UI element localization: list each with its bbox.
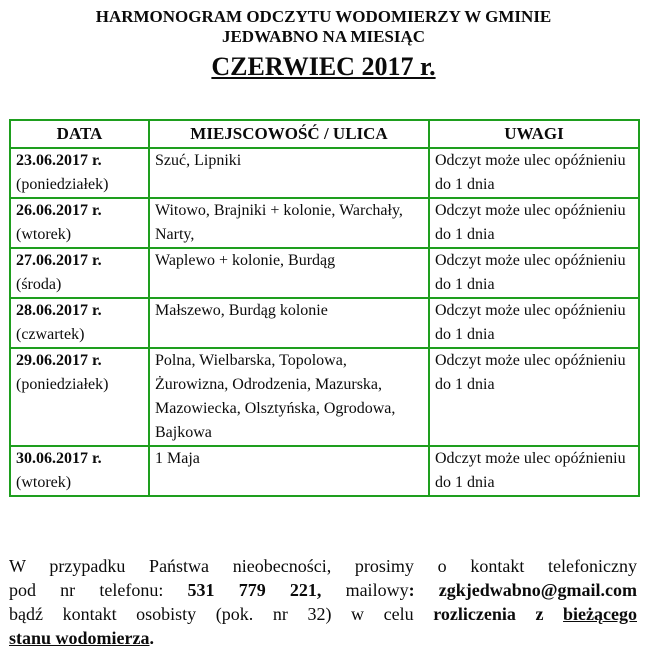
row-date-cell — [10, 198, 149, 248]
column-header-data: DATA — [10, 120, 149, 148]
row-date-cell — [10, 348, 149, 446]
document-page — [0, 7, 647, 650]
text-segment: W przypadku Państwa nieobecności, prosimy o kontakt telefoniczny — [9, 556, 637, 576]
schedule-table-body — [10, 148, 639, 496]
row-places-cell: Szuć, Lipniki — [149, 148, 429, 198]
text-segment: mailowy — [321, 580, 409, 600]
row-date-cell — [10, 148, 149, 198]
row-date: 30.06.2017 r. — [16, 450, 102, 467]
row-date: 27.06.2017 r. — [16, 252, 102, 269]
table-row — [10, 446, 639, 496]
footer-paragraph — [9, 554, 637, 650]
text-segment: zgkjedwabno@gmail.com — [438, 580, 638, 600]
row-places-cell: Polna, Wielbarska, Topolowa, Żurowizna, Odrodzenia, Mazurska, Mazowiecka, Olsztyńska, Ogrodowa, Bajkowa — [149, 348, 429, 446]
schedule-table — [9, 119, 640, 497]
row-places-cell: 1 Maja — [149, 446, 429, 496]
row-day: (poniedziałek) — [16, 176, 109, 193]
row-places-cell: Waplewo + kolonie, Burdąg — [149, 248, 429, 298]
text-segment: pod nr telefonu: — [9, 580, 188, 600]
table-row — [10, 298, 639, 348]
footer-line — [9, 554, 637, 578]
text-segment: rozliczenia z — [433, 604, 564, 624]
text-segment: : — [408, 580, 439, 600]
row-date-cell — [10, 446, 149, 496]
row-note-cell: Odczyt może ulec opóźnieniu do 1 dnia — [429, 248, 639, 298]
table-row — [10, 198, 639, 248]
table-row — [10, 248, 639, 298]
row-date: 29.06.2017 r. — [16, 352, 102, 369]
row-note-cell: Odczyt może ulec opóźnieniu do 1 dnia — [429, 198, 639, 248]
row-places-cell: Małszewo, Burdąg kolonie — [149, 298, 429, 348]
row-day: (czwartek) — [16, 326, 85, 343]
row-places-cell: Witowo, Brajniki + kolonie, Warchały, Narty, — [149, 198, 429, 248]
table-header-row — [10, 120, 639, 148]
document-header — [0, 7, 647, 81]
text-segment: bieżącego — [563, 604, 638, 624]
row-date: 23.06.2017 r. — [16, 152, 102, 169]
text-segment: bądź kontakt osobisty (pok. nr 32) w celu — [9, 604, 434, 624]
row-date-cell — [10, 248, 149, 298]
footer-line — [9, 626, 637, 650]
text-segment: . — [149, 628, 154, 648]
column-header-uwagi: UWAGI — [429, 120, 639, 148]
text-segment: stanu wodomierza — [9, 628, 150, 648]
row-note-cell: Odczyt może ulec opóźnieniu do 1 dnia — [429, 148, 639, 198]
row-day: (wtorek) — [16, 474, 72, 491]
row-date: 26.06.2017 r. — [16, 202, 102, 219]
column-header-miejscowosc: MIEJSCOWOŚĆ / ULICA — [149, 120, 429, 148]
page-title-month: CZERWIEC 2017 r. — [211, 52, 436, 81]
footer-line — [9, 602, 637, 626]
row-note-cell: Odczyt może ulec opóźnieniu do 1 dnia — [429, 298, 639, 348]
text-segment: 531 779 221, — [187, 580, 322, 600]
row-date: 28.06.2017 r. — [16, 302, 102, 319]
footer-line — [9, 578, 637, 602]
row-note-cell: Odczyt może ulec opóźnieniu do 1 dnia — [429, 348, 639, 446]
page-title-line2: JEDWABNO NA MIESIĄC — [221, 27, 426, 46]
table-row — [10, 348, 639, 446]
table-row — [10, 148, 639, 198]
row-day: (środa) — [16, 276, 62, 293]
row-date-cell — [10, 298, 149, 348]
page-title-line1: HARMONOGRAM ODCZYTU WODOMIERZY W GMINIE — [95, 7, 552, 26]
row-day: (poniedziałek) — [16, 376, 109, 393]
row-note-cell: Odczyt może ulec opóźnieniu do 1 dnia — [429, 446, 639, 496]
row-day: (wtorek) — [16, 226, 72, 243]
